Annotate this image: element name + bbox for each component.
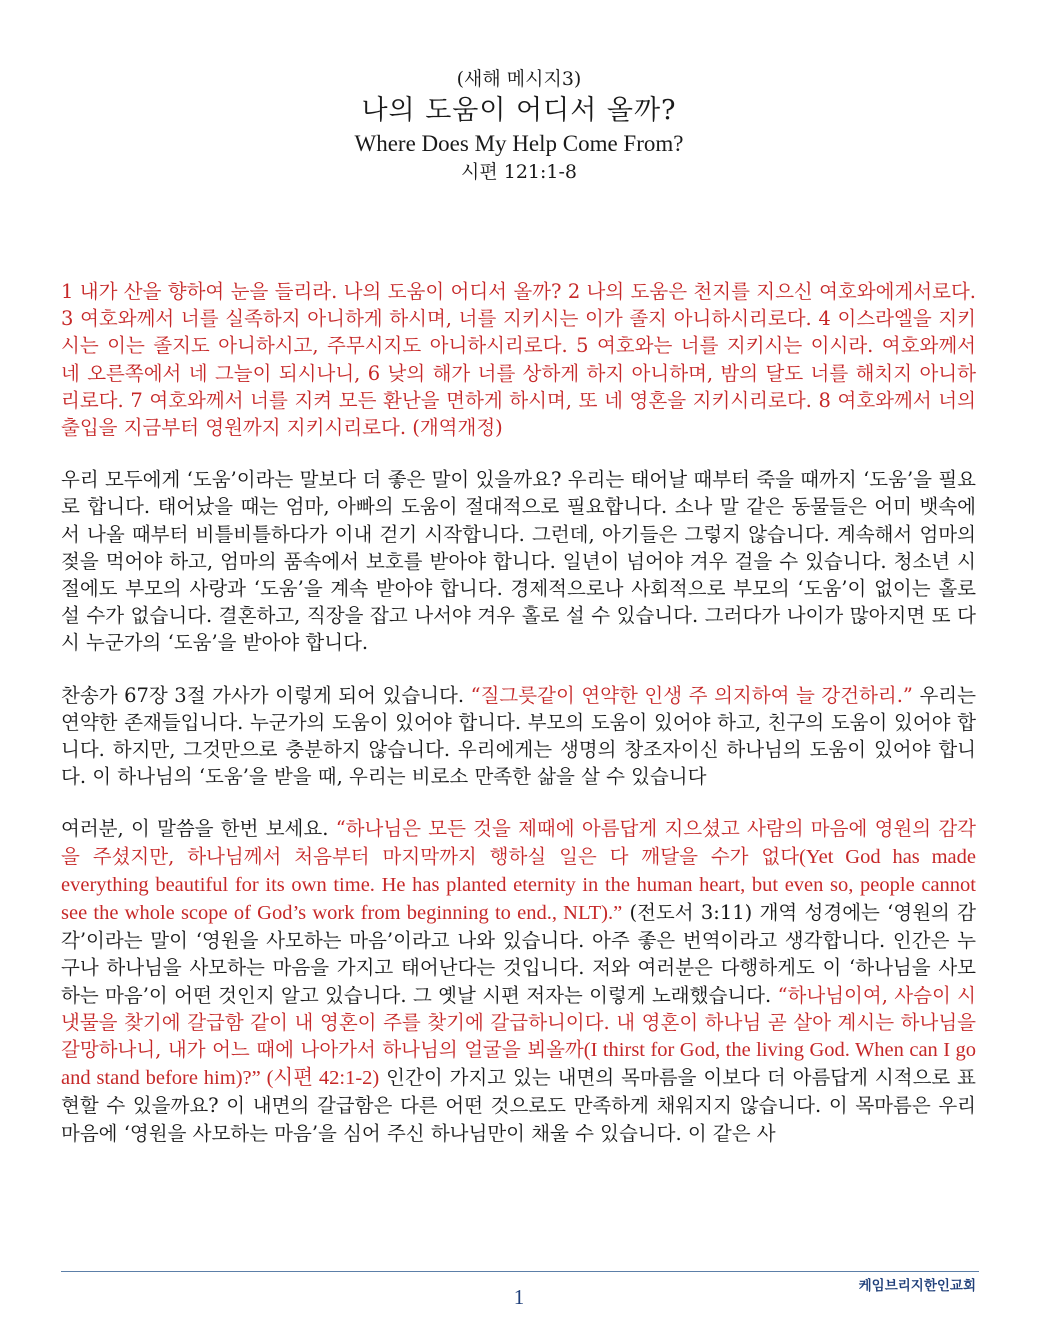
page-title: 나의 도움이 어디서 올까? [361,95,677,126]
ecclesiastes-quote-english: (Yet God has made everything beautiful for its own time. He has planted eternity in the human heart, but even so, people cannot see the whole scope of God’s work from beginning to end., NLT).” [61,845,977,925]
paragraph-2 [61,682,976,791]
paragraph-2-body: 우리는 연약한 존재들입니다. 누군가의 도움이 있어야 합니다. 부모의 도움이 있어야 하고, 친구의 도움이 있어야 합니다. 하지만, 그것만으로 충분하지 않습니다. 우리에게는 생명의 창조자이신 하나님의 도움이 있어야 합니다. 이 하나님의 ‘도움’을 받을 때, 우리는 비로소 만족한 삶을 살 수 있습니다 [61,683,976,789]
paragraph-3-conclusion: 인간이 가지고 있는 내면의 목마름을 이보다 더 아름답게 시적으로 표현할 수 있을까요? 이 내면의 갈급함은 다른 어떤 것으로도 만족하게 채워지지 않습니다. 이 목마름은 우리 마음에 ‘영원을 사모하는 마음’을 심어 주신 하나님만이 채울 수 있습니다. 이 같은 사 [61,1066,977,1145]
footer-divider [61,1271,979,1272]
paragraph-2-intro: 찬송가 67장 3절 가사가 이렇게 되어 있습니다. [61,683,471,707]
sermon-body [61,278,976,1172]
paragraph-1: 우리 모두에게 ‘도움’이라는 말보다 더 좋은 말이 있을까요? 우리는 태어날 때부터 죽을 때까지 ‘도움’을 필요로 합니다. 태어났을 때는 엄마, 아빠의 도움이 절대적으로 필요합니다. 소나 말 같은 동물들은 어미 뱃속에서 나올 때부터 비틀비틀하다가 이내 걷기 시작합니다. 그런데, 아기들은 그렇지 않습니다. 계속해서 엄마의 젖을 먹어야 하고, 엄마의 품속에서 보호를 받아야 합니다. 일년이 넘어야 겨우 걸을 수 있습니다. 청소년 시절에도 부모의 사랑과 ‘도움’을 계속 받아야 합니다. 경제적으로나 사회적으로 부모의 ‘도움’이 없이는 홀로 설 수가 없습니다. 결혼하고, 직장을 잡고 나서야 겨우 홀로 설 수 있습니다. 그러다가 나이가 많아지면 또 다시 누군가의 ‘도움’을 받아야 합니다. [61,468,976,655]
series-label: (새해 메시지3) [456,68,582,90]
hymn-quote: “질그릇같이 연약한 인생 주 의지하여 늘 강건하리.” [470,683,913,707]
paragraph-3-body: (전도서 3:11) 개역 성경에는 ‘영원의 감각’이라는 말이 ‘영원을 사모하는 마음’이라고 나와 있습니다. 아주 좋은 번역이라고 생각합니다. 인간은 누구나 하나님을 사모하는 마음을 가지고 태어난다는 것입니다. 저와 여러분은 다행하게도 이 ‘하나님을 사모하는 마음’이 어떤 것인지 알고 있습니다. 그 옛날 시편 저자는 이렇게 노래했습니다. [61,901,976,1007]
page-number: 1 [513,1285,525,1309]
paragraph-3 [61,815,976,1146]
english-title: Where Does My Help Come From? [354,131,684,156]
ecclesiastes-quote: “하나님은 모든 것을 제때에 아름답게 지으셨고 사람의 마음에 영원의 감각을 주셨지만, 하나님께서 처음부터 마지막까지 행하실 일은 다 깨달을 수가 없다 [61,817,976,868]
page-header [0,66,1038,186]
psalm-quote: “하나님이여, 사슴이 시냇물을 찾기에 갈급함 같이 내 영혼이 주를 찾기에 갈급하니이다. 내 영혼이 하나님 곧 살아 계시는 하나님을 갈망하나니, 내가 어느 때에 나아가서 하나님의 얼굴을 뵈올까 [61,983,976,1062]
paragraph-3-intro: 여러분, 이 말씀을 한번 보세요. [61,817,336,841]
scripture-reference: 시편 121:1-8 [460,161,577,183]
church-name: 케임브리지한인교회 [858,1278,976,1294]
psalm-quote-english: (I thirst for God, the living God. When can I go and stand before him)?” (시편 42:1-2) [61,1039,977,1090]
scripture-passage: 1 내가 산을 향하여 눈을 들리라. 나의 도움이 어디서 올까? 2 나의 도움은 천지를 지으신 여호와에게서로다. 3 여호와께서 너를 실족하지 아니하게 하시며, 너를 지키시는 이가 졸지 아니하시리로다. 4 이스라엘을 지키시는 이는 졸지도 아니하시고, 주무시지도 아니하시리로다. 5 여호와는 너를 지키시는 이시라. 여호와께서 네 오른쪽에서 네 그늘이 되시나니, 6 낮의 해가 너를 상하게 하지 아니하며, 밤의 달도 너를 해치지 아니하리로다. 7 여호와께서 너를 지켜 모든 환난을 면하게 하시며, 또 네 영혼을 지키시리로다. 8 여호와께서 너의 출입을 지금부터 영원까지 지키시리로다. (개역개정) [61,280,976,440]
